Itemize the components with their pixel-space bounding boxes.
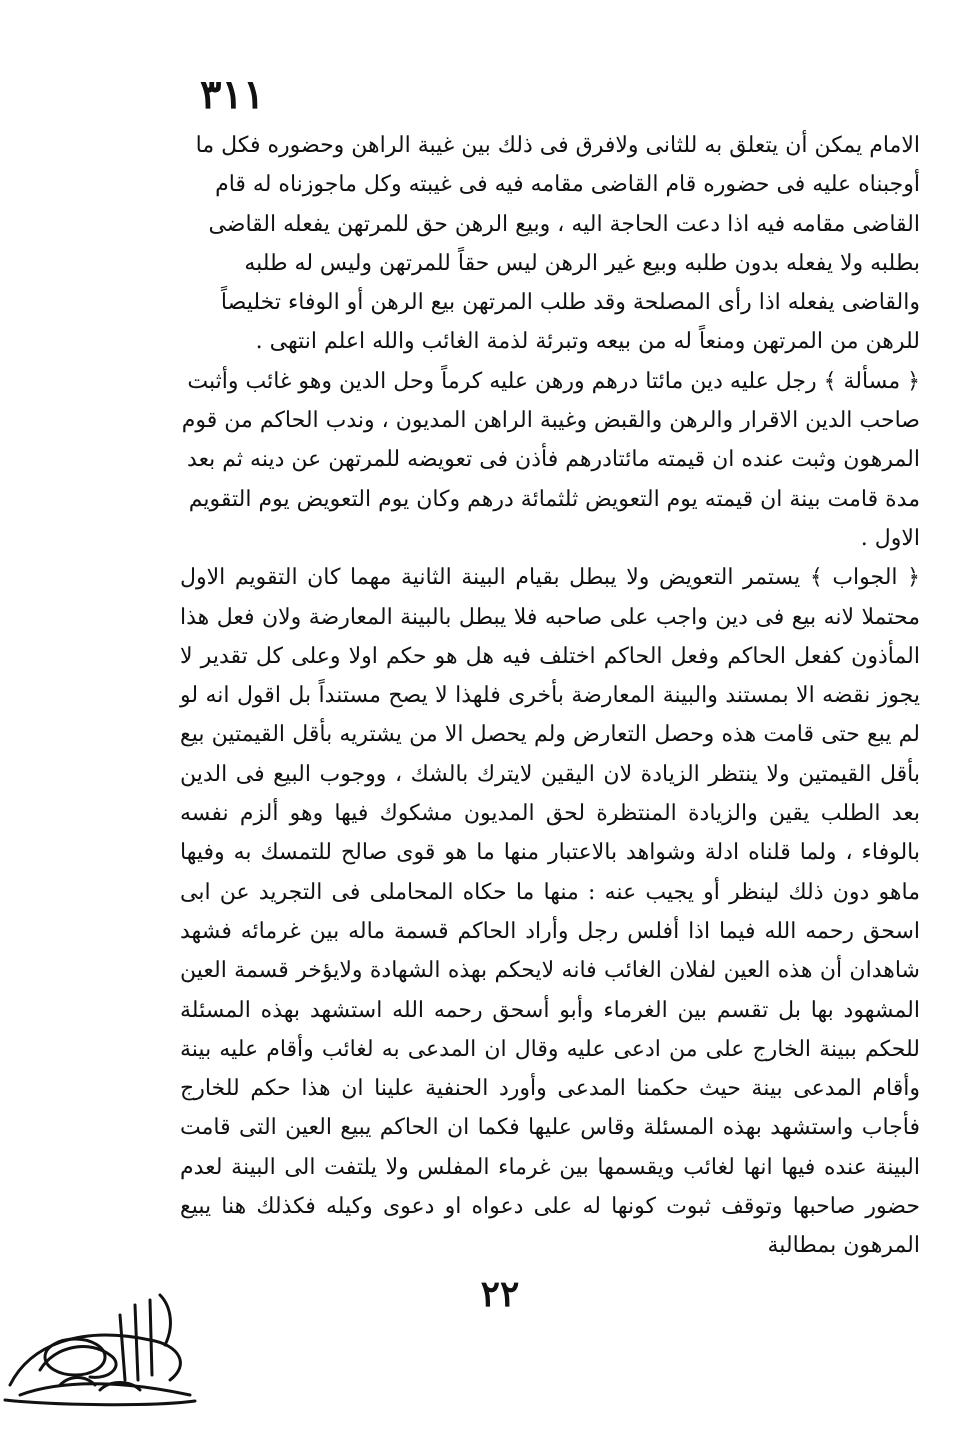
bottom-page-number: ٢٢: [480, 1273, 520, 1315]
paragraph-3-answer: ﴿ الجواب ﴾ يستمر التعويض ولا يبطل بقيام البينة الثانية مهما كان التقويم الاول محتملا لانه بيع فى دين واجب على صاحبه فلا يبطل بالبينة المعارضة ولان فعل هذا المأذون كفعل الحاكم وفعل الحاكم اختلف فيه هل هو حكم اولا وعلى كل تقدير لا يجوز نقضه الا بمستند والبينة المعارضة بأخرى فلهذا لا يصح مستنداً بل اقول انه لو لم يبع حتى قامت هذه وحصل التعارض ولم يحصل الا من يشتريه بأقل القيمتين بيع بأقل القيمتين ولا ينتظر الزيادة لان اليقين لايترك بالشك ، ووجوب البيع فى الدين بعد الطلب يقين والزيادة المنتظرة لحق المديون مشكوك فيها وهو ألزم نفسه بالوفاء ، ولما قلناه ادلة وشواهد بالاعتبار منها ما هو قوى صالح للتمسك به وفيها ماهو دون ذلك لينظر أو يجيب عنه : منها ما حكاه المحاملى فى التجريد عن ابى اسحق رحمه الله فيما اذا أفلس رجل وأراد الحاكم قسمة ماله بين غرمائه فشهد شاهدان أن هذه العين لفلان الغائب فانه لايحكم بهذه الشهادة ولايؤخر قسمة العين المشهود بها بل تقسم بين الغرماء وأبو أسحق رحمه الله استشهد بهذه المسئلة للحكم ببينة الخارج على من ادعى عليه وقال ان المدعى به لغائب وأقام عليه بينة وأقام المدعى بينة حيث حكمنا المدعى وأورد الحنفية علينا ان هذا حكم للخارج فأجاب واستشهد بهذه المسئلة وقاس عليها فكما ان الحاكم يبيع العين التى قامت البينة عنده فيها انها لغائب ويقسمها بين غرماء المفلس ولا يلتفت الى البينة لعدم حضور صاحبها وتوقف ثبوت كونها له على دعواه او دعوى وكيله فكذلك هنا يبيع المرهون بمطالبة: [180, 565, 921, 1259]
top-page-number: ٣١١: [200, 71, 265, 118]
paragraph-2-question: ﴿ مسألة ﴾ رجل عليه دين مائتا درهم ورهن عليه كرماً وحل الدين وهو غائب وأثبت صاحب الدين الاقرار والرهن والقبض وغيبة الراهن المديون ، وندب الحاكم من قوم المرهون وثبت عنده ان قيمته مائتادرهم فأذن فى تعويضه للمرتهن عن دينه ثم بعد مدة قامت بينة ان قيمته يوم التعويض ثلثمائة درهم وكان يوم التعويض يوم التقويم الاول .: [181, 368, 920, 551]
calligraphic-seal-signature: [0, 1285, 200, 1410]
paragraph-1: الامام يمكن أن يتعلق به للثانى ولافرق فى ذلك بين غيبة الراهن وحضوره فكل ما أوجبناه عليه فى حضوره قام القاضى مقامه فيه فى غيبته وكل ماجوزناه له قام القاضى مقامه فيه اذا دعت الحاجة اليه ، وبيع الرهن حق للمرتهن يفعله القاضى بطلبه ولا يفعله بدون طلبه وبيع غير الرهن ليس حقاً للمرتهن وليس له طلبه والقاضى يفعله اذا رأى المصلحة وقد طلب المرتهن بيع الرهن أو الوفاء تخليصاً للرهن من المرتهن ومنعاً له من بيعه وتبرئة لذمة الغائب والله اعلم انتهى .: [195, 133, 920, 355]
body-text: [180, 126, 920, 1266]
